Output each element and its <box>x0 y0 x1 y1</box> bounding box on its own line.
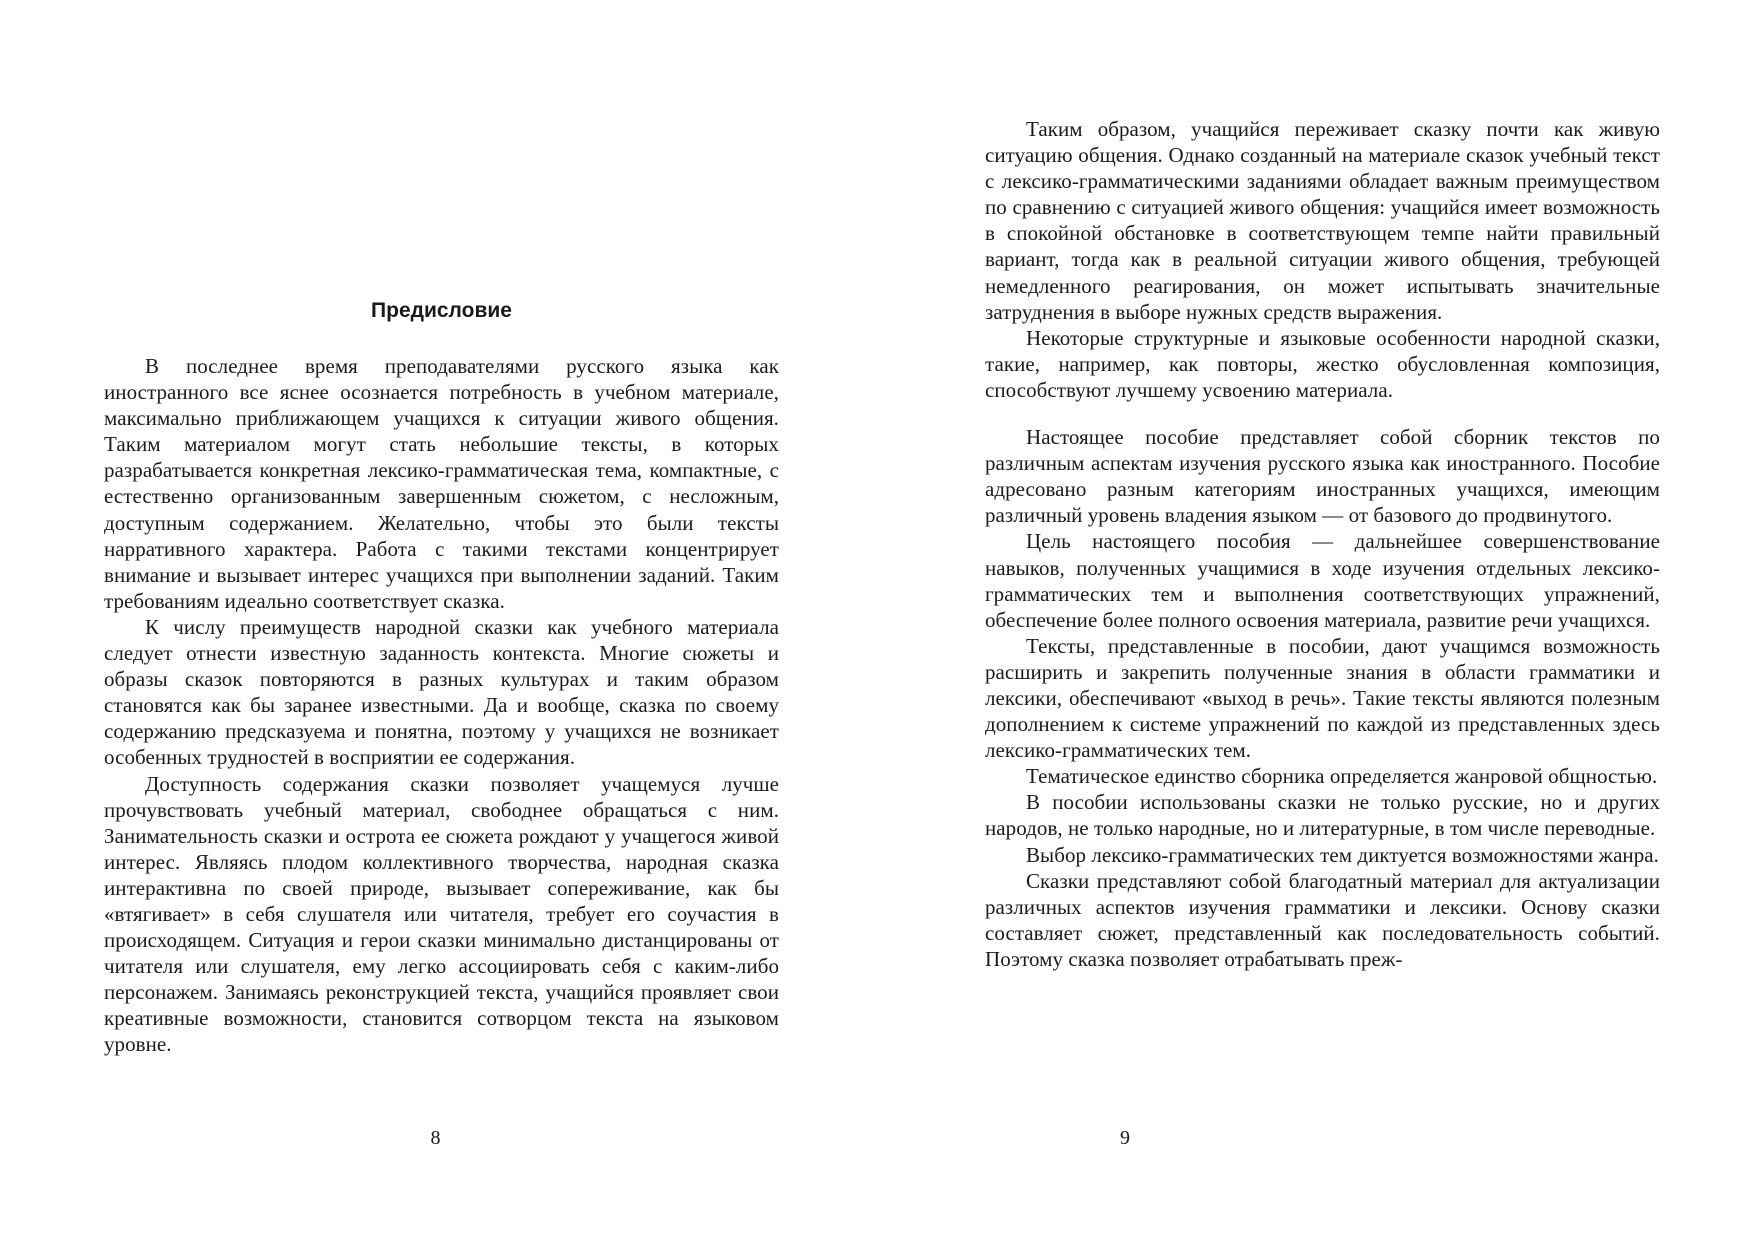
paragraph: К числу преимуществ народной сказки как учебного материала следует отнести известную заданность контекста. Многие сюжеты и образы сказок повторяются в разных культурах и таким образом становятся как бы заранее известными. Да и вообще, сказка по своему содержанию предсказуема и понятна, поэтому у учащихся не возникает особенных трудностей в восприятии ее содержания. <box>104 614 779 770</box>
paragraph: В пособии использованы сказки не только русские, но и других народов, не только народные, но и литературные, в том числе переводные. <box>985 790 1660 841</box>
left-page <box>0 0 877 1240</box>
right-text-block <box>985 116 1660 972</box>
page-title: Предисловие <box>371 299 512 322</box>
paragraph: Таким образом, учащийся переживает сказку почти как живую ситуацию общения. Однако созданный на материале сказок учебный текст с лексико-грамматическими заданиями обладает важным преимуществом по сравнению с ситуацией живого общения: учащийся имеет возможность в спокойной обстановке в соответствующем темпе найти правильный вариант, тогда как в реальной ситуации живого общения, требующей немедленного реагирования, он может испытывать значительные затруднения в выборе нужных средств выражения. <box>985 117 1660 324</box>
paragraph: Выбор лексико-грамматических тем диктуется возможностями жанра. <box>1026 842 1659 867</box>
paragraph: Цель настоящего пособия — дальнейшее совершенствование навыков, полученных учащимися в ходе изучения отдельных лексико-грамматических тем и выполнения соответствующих упражнений, обеспечение более полного освоения материала, развитие речи учащихся. <box>985 529 1660 632</box>
page-number: 8 <box>430 1127 441 1149</box>
paragraph: В последнее время преподавателями русского языка как иностранного все яснее осознается потребность в учебном материале, максимально приближающем учащихся к ситуации живого общения. Таким материалом могут стать небольшие тексты, в которых разрабатывается конкретная лексико-грамматическая тема, компактные, с естественно организованным завершенным сюжетом, с несложным, доступным содержанием. Желательно, чтобы это были тексты нарративного характера. Работа с такими текстами концентрирует внимание и вызывает интерес учащихся при выполнении заданий. Таким требованиям идеально соответствует сказка. <box>104 354 779 613</box>
paragraph: Тексты, представленные в пособии, дают учащимся возможность расширить и закрепить полученные знания в области грамматики и лексики, обеспечивают «выход в речь». Такие тексты являются полезным дополнением к системе упражнений по каждой из представленных здесь лексико-грамматических тем. <box>985 633 1660 763</box>
paragraph: Сказки представляют собой благодатный материал для актуализации различных аспектов изучения грамматики и лексики. Основу сказки составляет сюжет, представленный как последовательность событий. Поэтому сказка позволяет отрабатывать преж- <box>985 868 1660 971</box>
right-page <box>877 0 1755 1240</box>
left-text-block <box>104 353 779 1058</box>
paragraph: Некоторые структурные и языковые особенности народной сказки, такие, например, как повторы, жестко обусловленная композиция, способствуют лучшему усвоению материала. <box>985 325 1660 402</box>
page-number: 9 <box>1120 1127 1130 1149</box>
paragraph: Тематическое единство сборника определяется жанровой общностью. <box>1026 764 1658 789</box>
paragraph: Доступность содержания сказки позволяет учащемуся лучше прочувствовать учебный материал, свободнее обращаться с ним. Занимательность сказки и острота ее сюжета рождают у учащегося живой интерес. Являясь плодом коллективного творчества, народная сказка интерактивна по своей природе, вызывает сопереживание, как бы «втягивает» в себя слушателя или читателя, требует его соучастия в происходящем. Ситуация и герои сказки минимально дистанцированы от читателя или слушателя, ему легко ассоциировать себя с каким-либо персонажем. Занимаясь реконструкцией текста, учащийся проявляет свои креативные возможности, становится сотворцом текста на языковом уровне. <box>104 771 779 1057</box>
paragraph: Настоящее пособие представляет собой сборник текстов по различным аспектам изучения русского языка как иностранного. Пособие адресовано разным категориям иностранных учащихся, имеющим различный уровень владения языком — от базового до продвинутого. <box>985 425 1660 528</box>
